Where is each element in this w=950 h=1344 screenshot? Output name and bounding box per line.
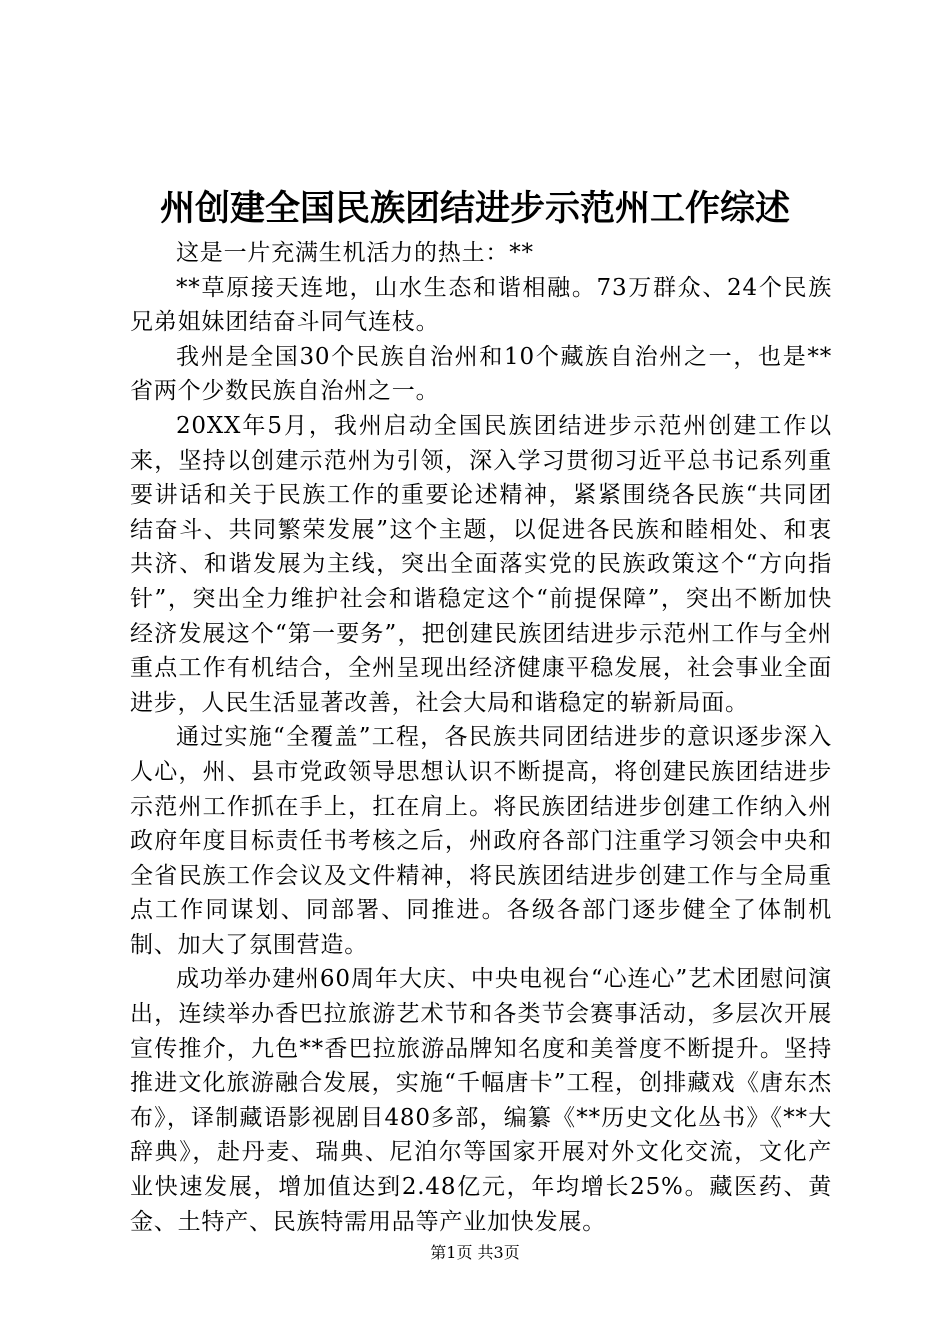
paragraph-1: 这是一片充满生机活力的热土：** bbox=[176, 240, 534, 266]
paragraph-4: 20XX年5月，我州启动全国民族团结进步示范州创建工作以来，坚持以创建示范州为引领，深入学习贯彻习近平总书记系列重要讲话和关于民族工作的重要论述精神，紧紧围绕各民族“共同团结奋斗、共同繁荣发展”这个主题，以促进各民族和睦相处、和衷共济、和谐发展为主线，突出全面落实党的民族政策这个“方向指针”，突出全力维护社会和谐稳定这个“前提保障”，突出不断加快经济发展这个“第一要务”，把创建民族团结进步示范州工作与全州重点工作有机结合，全州呈现出经济健康平稳发展，社会事业全面进步，人民生活显著改善，社会大局和谐稳定的崭新局面。 bbox=[130, 412, 832, 716]
document-title: 州创建全国民族团结进步示范州工作综述 bbox=[159, 188, 790, 229]
document-body bbox=[130, 236, 832, 1239]
paragraph-3: 我州是全国30个民族自治州和10个藏族自治州之一，也是**省两个少数民族自治州之一。 bbox=[130, 343, 832, 405]
paragraph-6: 成功举办建州60周年大庆、中央电视台“心连心”艺术团慰问演出，连续举办香巴拉旅游艺术节和各类节会赛事活动，多层次开展宣传推介，九色**香巴拉旅游品牌知名度和美誉度不断提升。坚持推进文化旅游融合发展，实施“千幅唐卡”工程，创排藏戏《唐东杰布》，译制藏语影视剧目480多部，编纂《**历史文化丛书》《**大辞典》，赴丹麦、瑞典、尼泊尔等国家开展对外文化交流，文化产业快速发展，增加值达到2.48亿元，年均增长25%。藏医药、黄金、土特产、民族特需用品等产业加快发展。 bbox=[130, 966, 832, 1235]
paragraph-2: **草原接天连地，山水生态和谐相融。73万群众、24个民族兄弟姐妹团结奋斗同气连枝。 bbox=[130, 274, 832, 336]
paragraph-5: 通过实施“全覆盖”工程，各民族共同团结进步的意识逐步深入人心，州、县市党政领导思想认识不断提高，将创建民族团结进步示范州工作抓在手上，扛在肩上。将民族团结进步创建工作纳入州政府年度目标责任书考核之后，州政府各部门注重学习领会中央和全省民族工作会议及文件精神，将民族团结进步创建工作与全局重点工作同谋划、同部署、同推进。各级各部门逐步健全了体制机制、加大了氛围营造。 bbox=[130, 724, 832, 958]
page-number-footer: 第1页 共3页 bbox=[430, 1243, 520, 1262]
